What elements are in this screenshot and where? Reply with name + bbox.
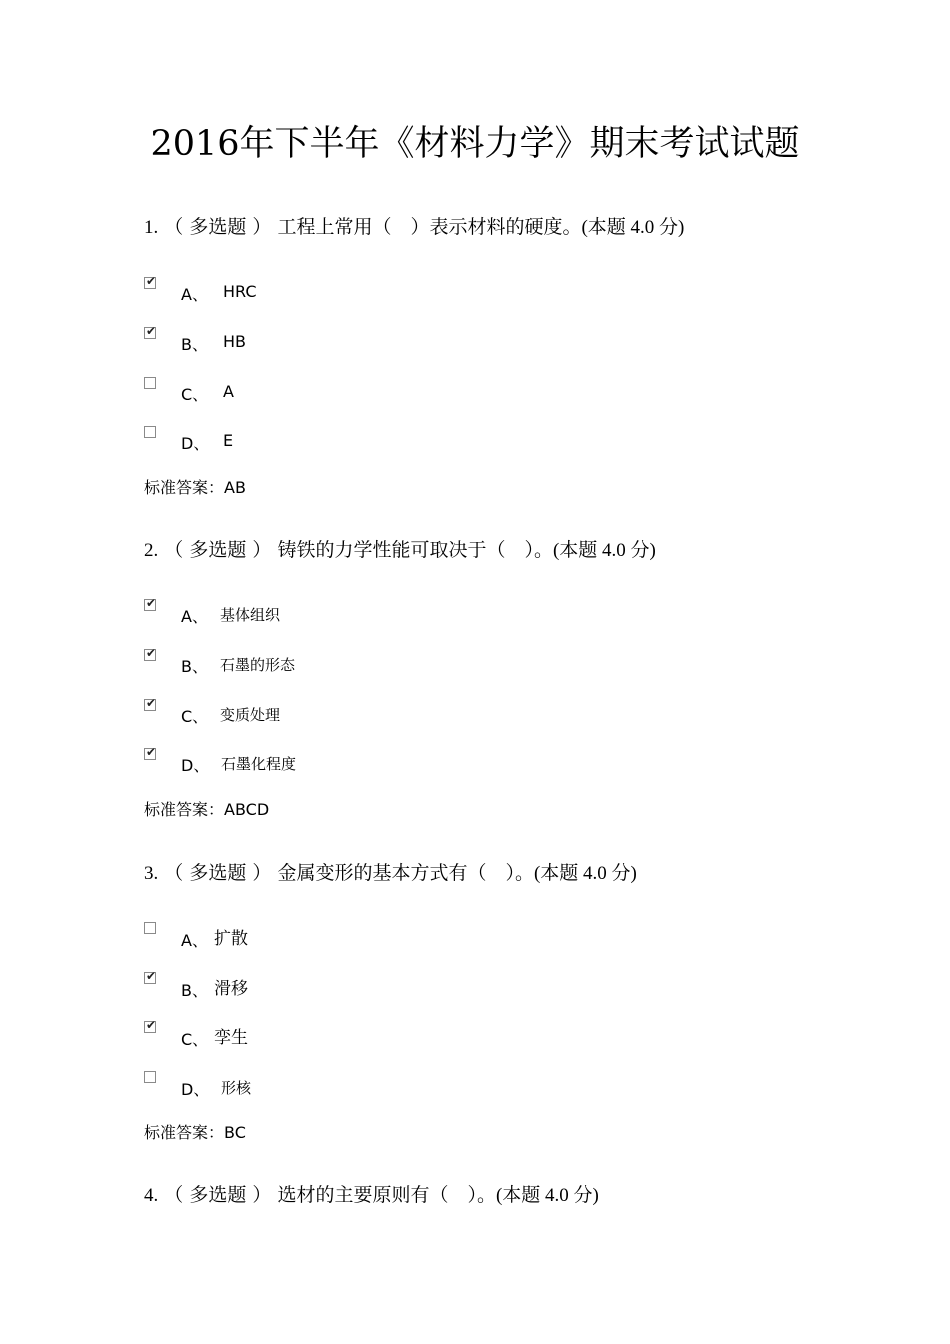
checkbox-checked-icon[interactable]: ✔ [146, 969, 157, 983]
option-letter: B、 [181, 335, 208, 354]
option-text: 基体组织 [220, 606, 281, 624]
option-text: 石墨化程度 [221, 755, 297, 773]
question-score: (本题 4.0 分) [495, 1185, 599, 1206]
question-stem: 铸铁的力学性能可取决于（ ）。 [277, 539, 553, 561]
option-text: 扩散 [214, 929, 248, 949]
option-text: E [223, 431, 234, 450]
question-number: 3. [144, 863, 159, 884]
question-2-header [144, 535, 656, 562]
question-number: 4. [144, 1185, 159, 1206]
option-letter: B、 [181, 657, 208, 676]
option-text: 孪生 [214, 1028, 248, 1048]
standard-answer: 标准答案：ABCD [144, 800, 270, 819]
question-type: （ 多选题 ） [164, 1184, 272, 1206]
option-letter: D、 [181, 1080, 210, 1099]
option-letter: C、 [181, 1030, 209, 1049]
option-text: 变质处理 [220, 706, 281, 724]
question-4-header [144, 1180, 599, 1207]
question-stem: 选材的主要原则有（ ）。 [277, 1184, 496, 1206]
option-letter: D、 [181, 434, 210, 453]
option-letter: A、 [181, 607, 208, 626]
option-letter: B、 [181, 981, 208, 1000]
checkbox-checked-icon[interactable]: ✔ [146, 745, 157, 759]
checkbox-checked-icon[interactable]: ✔ [146, 596, 157, 610]
question-number: 1. [144, 217, 159, 238]
question-3-header [144, 858, 637, 885]
question-score: (本题 4.0 分) [552, 540, 656, 561]
option-letter: A、 [181, 285, 208, 304]
checkbox-unchecked-icon[interactable] [144, 1071, 156, 1083]
option-letter: A、 [181, 931, 208, 950]
option-text: 滑移 [214, 979, 248, 999]
option-letter: C、 [181, 385, 209, 404]
option-letter: C、 [181, 707, 209, 726]
checkbox-unchecked-icon[interactable] [144, 922, 156, 934]
question-stem: 工程上常用（ ）表示材料的硬度。 [277, 216, 582, 238]
standard-answer: 标准答案：AB [144, 478, 246, 497]
checkbox-checked-icon[interactable]: ✔ [146, 696, 157, 710]
option-text: HB [223, 332, 247, 351]
checkbox-unchecked-icon[interactable] [144, 426, 156, 438]
option-text: 石墨的形态 [220, 656, 296, 674]
question-stem: 金属变形的基本方式有（ ）。 [277, 862, 534, 884]
question-type: （ 多选题 ） [164, 862, 272, 884]
question-score: (本题 4.0 分) [581, 217, 685, 238]
page-title: 2016年下半年《材料力学》期末考试试题 [150, 124, 800, 164]
option-text: A [223, 382, 234, 401]
standard-answer: 标准答案：BC [144, 1123, 246, 1142]
question-type: （ 多选题 ） [164, 539, 272, 561]
question-type: （ 多选题 ） [164, 216, 272, 238]
option-text: 形核 [221, 1079, 252, 1097]
checkbox-checked-icon[interactable]: ✔ [146, 1018, 157, 1032]
checkbox-unchecked-icon[interactable] [144, 377, 156, 389]
checkbox-checked-icon[interactable]: ✔ [146, 324, 157, 338]
option-letter: D、 [181, 756, 210, 775]
checkbox-checked-icon[interactable]: ✔ [146, 646, 157, 660]
option-text: HRC [223, 282, 257, 301]
question-1-header [144, 212, 684, 239]
question-score: (本题 4.0 分) [533, 863, 637, 884]
checkbox-checked-icon[interactable]: ✔ [146, 274, 157, 288]
question-number: 2. [144, 540, 159, 561]
